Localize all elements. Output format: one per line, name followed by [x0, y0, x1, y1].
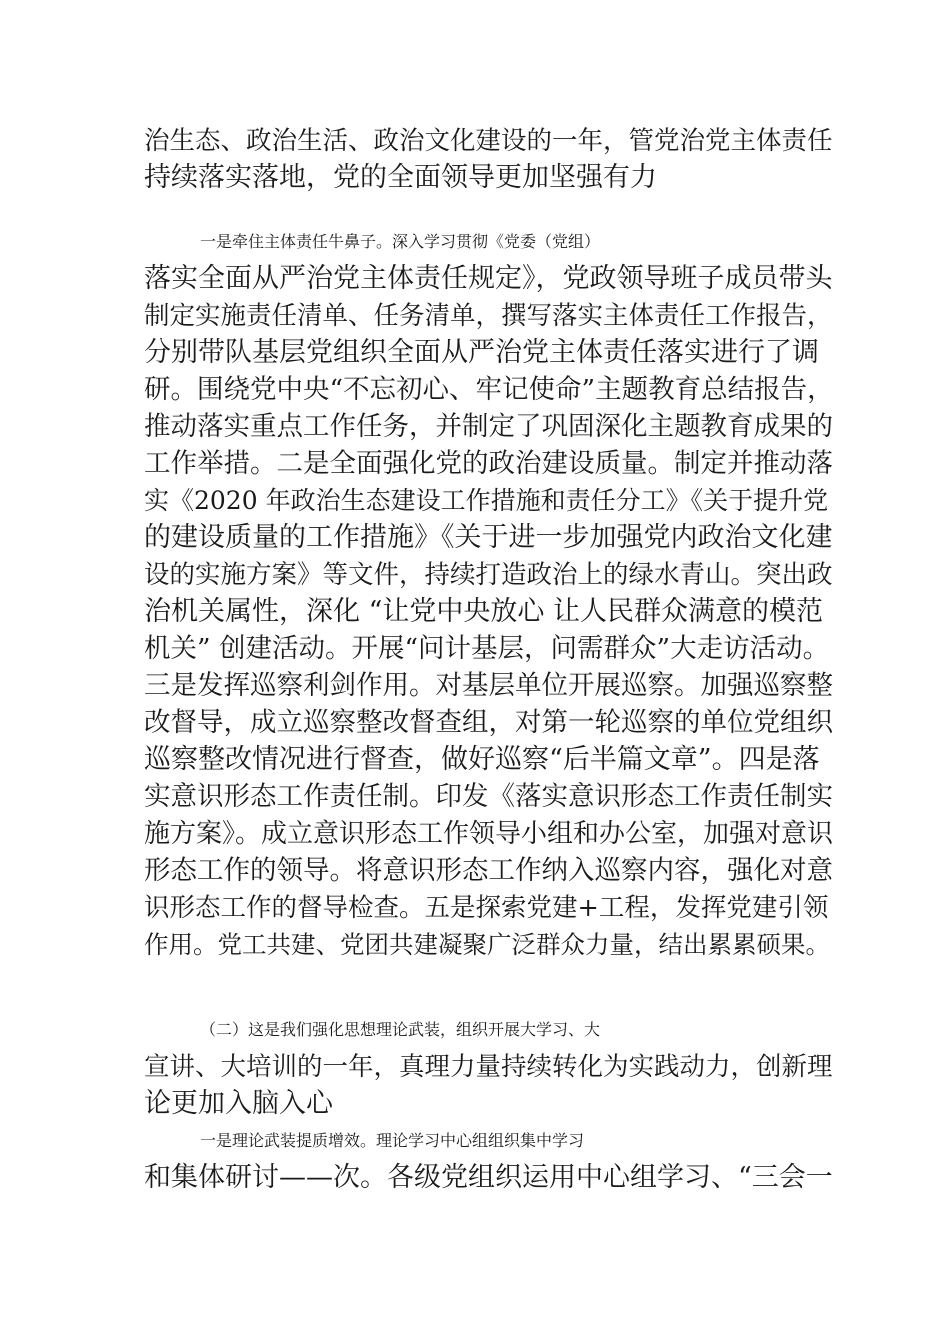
paragraph-line: 制定实施责任清单、任务清单，撰写落实主体责任工作报告， [144, 301, 833, 331]
paragraph-line: 分别带队基层党组织全面从严治党主体责任落实进行了调 [144, 337, 819, 368]
paragraph-line: 三是发挥巡察利剑作用。对基层单位开展巡察。加强巡察整 [144, 670, 833, 701]
paragraph-line: 的建设质量的工作措施》《关于进一步加强党内政治文化建 [144, 522, 833, 553]
paragraph-line: 改督导，成立巡察整改督查组，对第一轮巡察的单位党组织 [144, 707, 833, 738]
paragraph-line: 实《2020 年政治生态建设工作措施和责任分工》《关于提升党 [144, 486, 829, 515]
paragraph-line: 一是牵住主体责任牛鼻子。深入学习贯彻《党委（党组） [200, 232, 601, 251]
paragraph-line: 设的实施方案》等文件，持续打造政治上的绿水青山。突出政 [144, 560, 833, 590]
paragraph-line: 治生态、政治生活、政治文化建设的一年，管党治党主体责任 [144, 126, 833, 156]
section-heading-line: （二）这是我们强化思想理论武装，组织开展大学习、大 [200, 1020, 601, 1039]
paragraph-line: 研。围绕党中央“不忘初心、牢记使命”主题教育总结报告， [144, 374, 834, 405]
paragraph-line: 巡察整改情况进行督查，做好巡察“后半篇文章”。四是落 [144, 744, 820, 775]
paragraph-line: 持续落实落地，党的全面领导更加坚强有力 [144, 162, 657, 193]
paragraph-line: 作用。党工共建、党团共建凝聚广泛群众力量，结出累累硕果。 [144, 930, 830, 959]
paragraph-line: 工作举措。二是全面强化党的政治建设质量。制定并推动落 [144, 448, 833, 479]
paragraph-line: 治机关属性，深化 “让党中央放心 让人民群众满意的模范 [144, 596, 823, 627]
section-heading-line: 论更加入脑入心 [144, 1088, 333, 1119]
paragraph-line: 推动落实重点工作任务，并制定了巩固深化主题教育成果的 [144, 411, 833, 442]
paragraph-line: 施方案》。成立意识形态工作领导小组和办公室，加强对意识 [144, 819, 834, 849]
paragraph-line: 和集体研讨——次。各级党组织运用中心组学习、“三会一 [144, 1162, 833, 1193]
paragraph-line: 落实全面从严治党主体责任规定》，党政领导班子成员带头 [144, 263, 833, 294]
paragraph-line: 实意识形态工作责任制。印发《落实意识形态工作责任制实 [144, 781, 833, 812]
paragraph-line: 识形态工作的督导检查。五是探索党建+工程，发挥党建引领 [144, 893, 829, 923]
section-heading-line: 宣讲、大培训的一年，真理力量持续转化为实践动力，创新理 [144, 1052, 833, 1082]
paragraph-line: 形态工作的领导。将意识形态工作纳入巡察内容，强化对意 [144, 855, 833, 886]
paragraph-line: 一是理论武装提质增效。理论学习中心组组织集中学习 [200, 1131, 585, 1150]
paragraph-line: 机关” 创建活动。开展“问计基层，问需群众”大走访活动。 [144, 633, 830, 664]
